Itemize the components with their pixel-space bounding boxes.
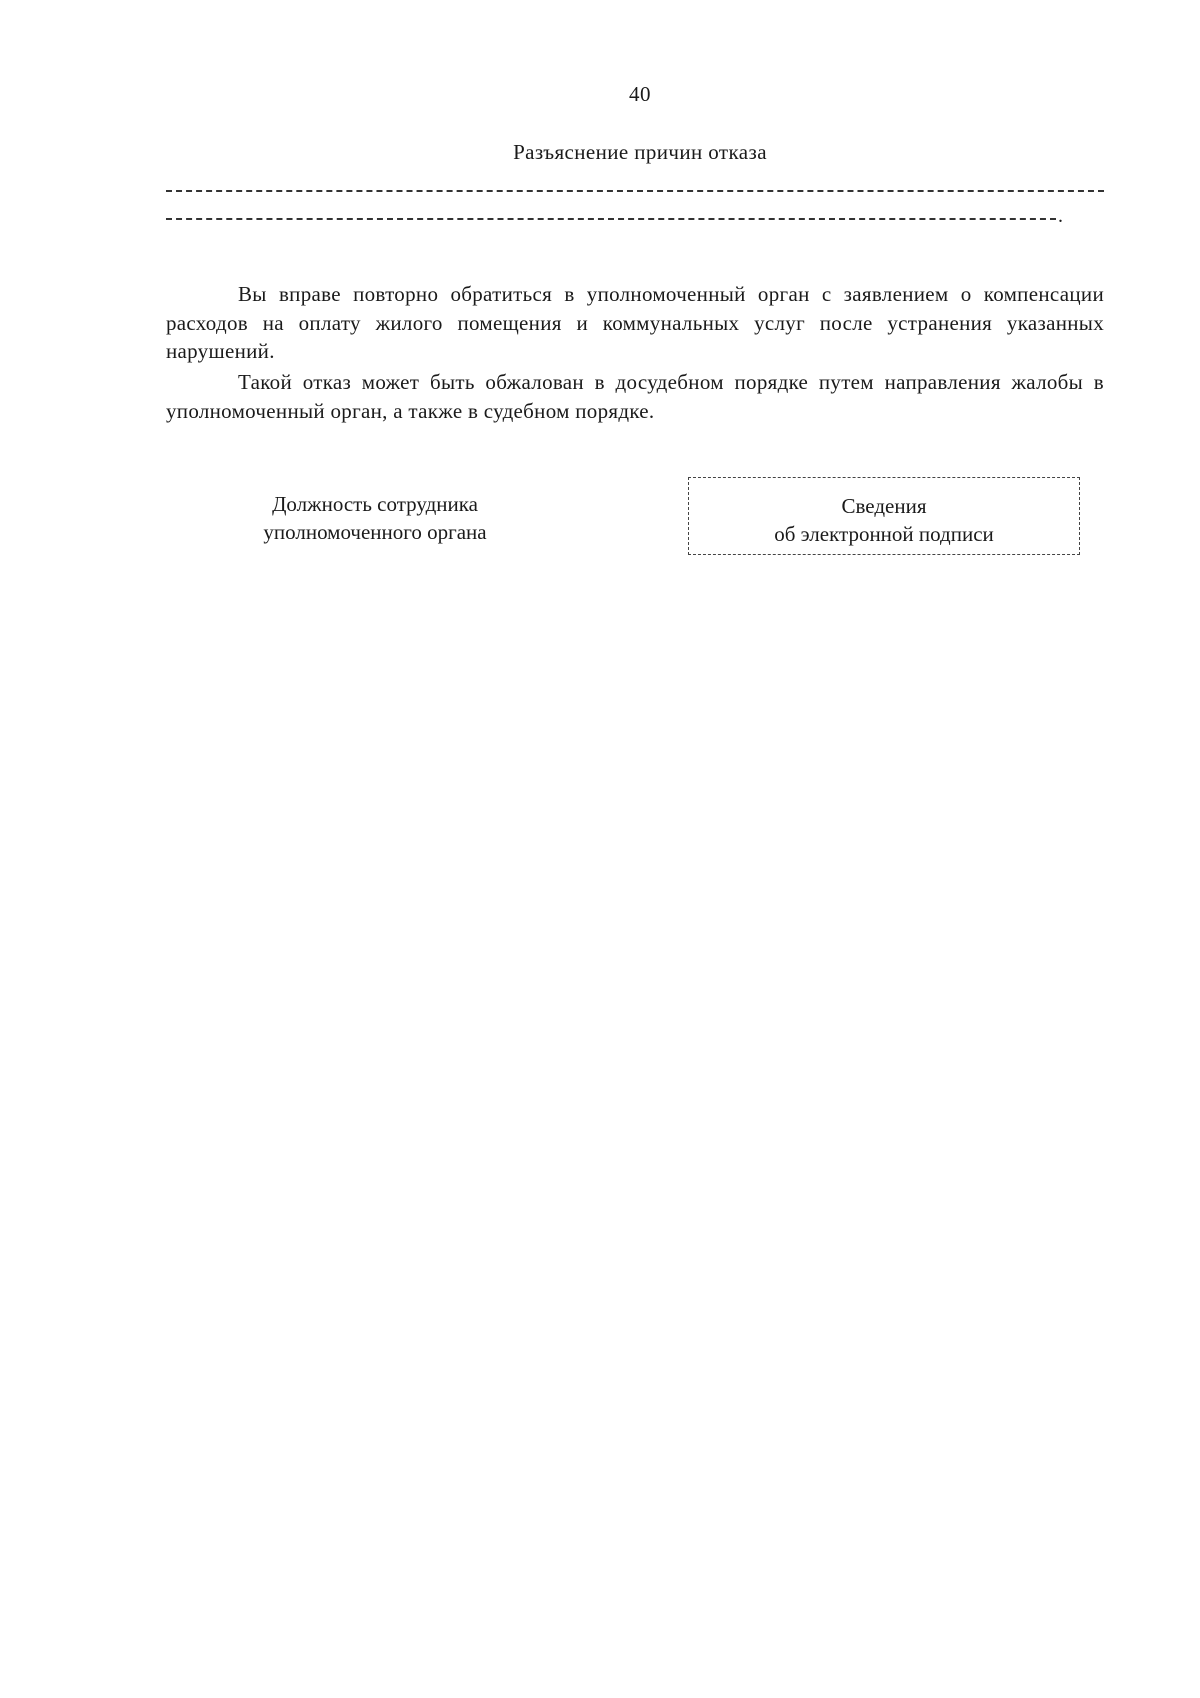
fill-line	[166, 218, 1056, 220]
esign-line1: Сведения	[841, 494, 927, 518]
paragraph-text: Такой отказ может быть обжалован в досудебном порядке путем направления жалобы в уполномоченный орган, а также в судебном порядке.	[166, 370, 1104, 423]
fill-line	[166, 190, 1104, 192]
signer-position-line2: уполномоченного органа	[263, 520, 487, 544]
fill-line-end: .	[1058, 205, 1063, 227]
section-title: Разъяснение причин отказа	[513, 140, 767, 164]
paragraph-text: Вы вправе повторно обратиться в уполномоченный орган с заявлением о компенсации расходов на оплату жилого помещения и коммунальных услуг после устранения указанных нарушений.	[166, 282, 1104, 363]
electronic-signature-box	[688, 477, 1080, 555]
body-paragraph-2	[166, 368, 1104, 425]
body-paragraph-1	[166, 280, 1104, 366]
esign-line2: об электронной подписи	[774, 522, 994, 546]
signer-position	[220, 490, 530, 546]
signer-position-line1: Должность сотрудника	[272, 492, 478, 516]
page-number: 40	[629, 82, 651, 106]
